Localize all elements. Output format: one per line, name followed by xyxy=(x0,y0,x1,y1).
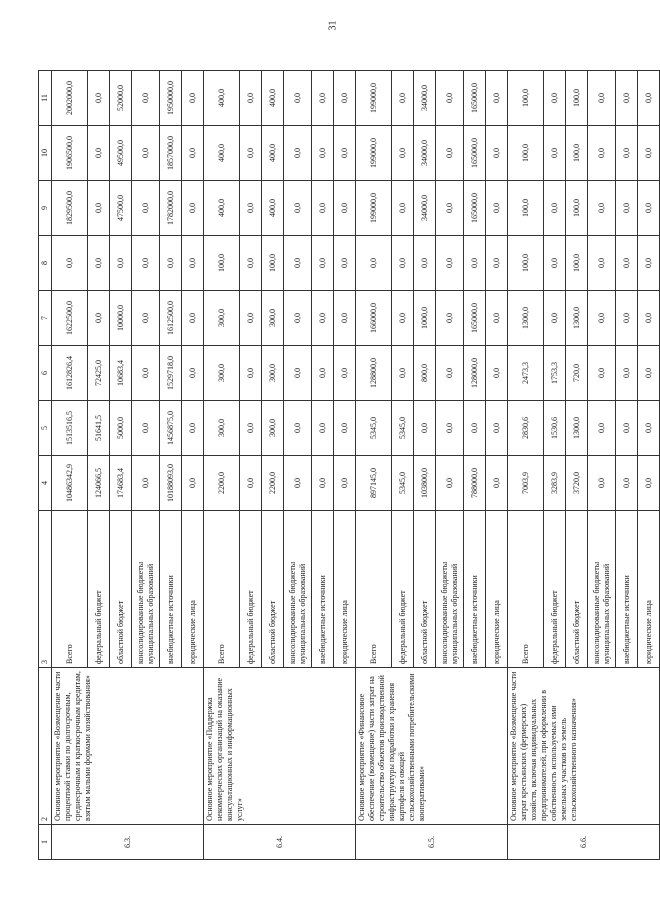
value-cell: 0,0 xyxy=(284,346,312,401)
table-header-row xyxy=(39,71,52,860)
header-cell: 1 xyxy=(39,825,52,860)
funding-source: федеральный бюджет xyxy=(544,511,566,668)
value-cell: 1529718,0 xyxy=(160,346,182,401)
page-number: 31 xyxy=(327,20,339,31)
value-cell: 0,0 xyxy=(88,181,110,236)
value-cell: 1950000,0 xyxy=(160,71,182,126)
value-cell: 0,0 xyxy=(392,71,414,126)
value-cell: 0,0 xyxy=(284,456,312,511)
value-cell: 788000,0 xyxy=(464,456,486,511)
value-cell: 0,0 xyxy=(588,456,616,511)
value-cell: 0,0 xyxy=(334,126,356,181)
value-cell: 0,0 xyxy=(132,291,160,346)
value-cell: 174683,4 xyxy=(110,456,132,511)
value-cell: 1456875,0 xyxy=(160,401,182,456)
value-cell: 100,0 xyxy=(204,236,240,291)
value-cell: 100,0 xyxy=(508,71,544,126)
header-cell: 10 xyxy=(39,126,52,181)
table-row xyxy=(508,71,544,860)
value-cell: 0,0 xyxy=(616,291,638,346)
value-cell: 1612500,0 xyxy=(160,291,182,346)
value-cell: 0,0 xyxy=(334,456,356,511)
value-cell: 0,0 xyxy=(616,126,638,181)
value-cell: 0,0 xyxy=(436,456,464,511)
value-cell: 47500,0 xyxy=(110,181,132,236)
value-cell: 0,0 xyxy=(132,456,160,511)
funding-source: внебюджетные источники xyxy=(312,511,334,668)
value-cell: 0,0 xyxy=(638,126,660,181)
value-cell: 0,0 xyxy=(182,291,204,346)
value-cell: 0,0 xyxy=(616,346,638,401)
value-cell: 199000,0 xyxy=(356,181,392,236)
value-cell: 0,0 xyxy=(334,236,356,291)
value-cell: 720,0 xyxy=(566,346,588,401)
value-cell: 0,0 xyxy=(334,71,356,126)
value-cell: 0,0 xyxy=(436,346,464,401)
funding-source: юридические лица xyxy=(182,511,204,668)
value-cell: 400,0 xyxy=(204,181,240,236)
value-cell: 0,0 xyxy=(284,181,312,236)
value-cell: 0,0 xyxy=(616,236,638,291)
value-cell: 0,0 xyxy=(392,236,414,291)
value-cell: 0,0 xyxy=(312,236,334,291)
value-cell: 0,0 xyxy=(284,291,312,346)
value-cell: 0,0 xyxy=(132,181,160,236)
value-cell: 0,0 xyxy=(392,291,414,346)
value-cell: 0,0 xyxy=(486,346,508,401)
value-cell: 128800,0 xyxy=(356,346,392,401)
funding-source: внебюджетные источники xyxy=(616,511,638,668)
value-cell: 100,0 xyxy=(262,236,284,291)
value-cell: 0,0 xyxy=(588,236,616,291)
funding-source: областной бюджет xyxy=(566,511,588,668)
value-cell: 300,0 xyxy=(204,401,240,456)
table-row xyxy=(52,71,88,860)
value-cell: 0,0 xyxy=(110,236,132,291)
value-cell: 0,0 xyxy=(486,456,508,511)
value-cell: 128000,0 xyxy=(464,346,486,401)
value-cell: 72425,0 xyxy=(88,346,110,401)
value-cell: 0,0 xyxy=(638,71,660,126)
funding-source: консолидированные бюджеты муниципальных образований xyxy=(588,511,616,668)
value-cell: 1300,0 xyxy=(508,291,544,346)
value-cell: 10000,0 xyxy=(110,291,132,346)
value-cell: 400,0 xyxy=(204,126,240,181)
funding-source: федеральный бюджет xyxy=(88,511,110,668)
value-cell: 0,0 xyxy=(182,401,204,456)
header-cell: 6 xyxy=(39,346,52,401)
value-cell: 0,0 xyxy=(160,236,182,291)
activity-name: Основное мероприятие «Возмещение части затрат крестьянских (фермерских) хозяйств, включая индивидуальных предпринимателей, при оформлении в собственность используемых ими земельных участков из земель сельскохозяйственного назначения» xyxy=(508,668,660,825)
header-cell: 11 xyxy=(39,71,52,126)
funding-source: внебюджетные источники xyxy=(464,511,486,668)
value-cell: 0,0 xyxy=(132,71,160,126)
value-cell: 0,0 xyxy=(334,401,356,456)
value-cell: 1000,0 xyxy=(414,291,436,346)
funding-source: областной бюджет xyxy=(414,511,436,668)
value-cell: 0,0 xyxy=(312,71,334,126)
value-cell: 165000,0 xyxy=(464,126,486,181)
value-cell: 0,0 xyxy=(486,291,508,346)
value-cell: 165000,0 xyxy=(464,181,486,236)
value-cell: 10486342,9 xyxy=(52,456,88,511)
value-cell: 0,0 xyxy=(284,126,312,181)
value-cell: 0,0 xyxy=(588,71,616,126)
value-cell: 0,0 xyxy=(486,126,508,181)
value-cell: 300,0 xyxy=(204,291,240,346)
value-cell: 0,0 xyxy=(616,401,638,456)
value-cell: 1906500,0 xyxy=(52,126,88,181)
value-cell: 0,0 xyxy=(132,401,160,456)
value-cell: 100,0 xyxy=(508,181,544,236)
value-cell: 0,0 xyxy=(464,401,486,456)
funding-source: консолидированные бюджеты муниципальных образований xyxy=(284,511,312,668)
value-cell: 0,0 xyxy=(638,291,660,346)
funding-source: областной бюджет xyxy=(262,511,284,668)
value-cell: 0,0 xyxy=(414,401,436,456)
value-cell: 0,0 xyxy=(392,346,414,401)
value-cell: 1300,0 xyxy=(566,401,588,456)
value-cell: 0,0 xyxy=(240,181,262,236)
value-cell: 0,0 xyxy=(240,71,262,126)
value-cell: 199000,0 xyxy=(356,126,392,181)
value-cell: 0,0 xyxy=(436,291,464,346)
value-cell: 0,0 xyxy=(638,236,660,291)
value-cell: 0,0 xyxy=(182,126,204,181)
funding-source: Всего xyxy=(508,511,544,668)
value-cell: 5345,0 xyxy=(392,456,414,511)
value-cell: 300,0 xyxy=(262,291,284,346)
value-cell: 0,0 xyxy=(544,126,566,181)
value-cell: 100,0 xyxy=(566,126,588,181)
value-cell: 2473,3 xyxy=(508,346,544,401)
value-cell: 300,0 xyxy=(262,346,284,401)
value-cell: 0,0 xyxy=(588,126,616,181)
value-cell: 400,0 xyxy=(262,126,284,181)
value-cell: 0,0 xyxy=(52,236,88,291)
item-number: 6.3. xyxy=(52,825,204,860)
value-cell: 100,0 xyxy=(508,126,544,181)
value-cell: 400,0 xyxy=(204,71,240,126)
value-cell: 2830,6 xyxy=(508,401,544,456)
value-cell: 0,0 xyxy=(88,236,110,291)
header-cell: 9 xyxy=(39,181,52,236)
value-cell: 0,0 xyxy=(132,126,160,181)
value-cell: 5345,0 xyxy=(392,401,414,456)
value-cell: 0,0 xyxy=(334,346,356,401)
value-cell: 0,0 xyxy=(392,181,414,236)
value-cell: 0,0 xyxy=(88,291,110,346)
value-cell: 0,0 xyxy=(486,71,508,126)
value-cell: 0,0 xyxy=(334,181,356,236)
value-cell: 300,0 xyxy=(262,401,284,456)
funding-source: консолидированные бюджеты муниципальных образований xyxy=(132,511,160,668)
value-cell: 0,0 xyxy=(616,181,638,236)
value-cell: 0,0 xyxy=(544,181,566,236)
header-cell: 3 xyxy=(39,511,52,668)
funding-source: федеральный бюджет xyxy=(240,511,262,668)
value-cell: 0,0 xyxy=(88,126,110,181)
value-cell: 100,0 xyxy=(566,181,588,236)
value-cell: 0,0 xyxy=(240,456,262,511)
budget-table xyxy=(38,70,660,860)
value-cell: 300,0 xyxy=(204,346,240,401)
value-cell: 1622500,0 xyxy=(52,291,88,346)
item-number: 6.6. xyxy=(508,825,660,860)
value-cell: 0,0 xyxy=(182,346,204,401)
value-cell: 0,0 xyxy=(240,236,262,291)
value-cell: 0,0 xyxy=(588,291,616,346)
value-cell: 0,0 xyxy=(638,456,660,511)
value-cell: 0,0 xyxy=(88,71,110,126)
value-cell: 3283,9 xyxy=(544,456,566,511)
value-cell: 0,0 xyxy=(616,456,638,511)
value-cell: 0,0 xyxy=(436,401,464,456)
table-row xyxy=(356,71,392,860)
funding-source: Всего xyxy=(204,511,240,668)
value-cell: 0,0 xyxy=(486,401,508,456)
value-cell: 100,0 xyxy=(508,236,544,291)
activity-name: Основное мероприятие «Финансовое обеспечение (возмещение) части затрат на строительство объектов производственной инфраструктуры подработки и хранения картофеля и овощей сельскохозяйственными потребительскими кооперативами» xyxy=(356,668,508,825)
value-cell: 0,0 xyxy=(638,346,660,401)
value-cell: 1857000,0 xyxy=(160,126,182,181)
value-cell: 0,0 xyxy=(588,181,616,236)
value-cell: 0,0 xyxy=(436,71,464,126)
value-cell: 0,0 xyxy=(544,291,566,346)
value-cell: 165000,0 xyxy=(464,71,486,126)
value-cell: 0,0 xyxy=(392,126,414,181)
funding-source: Всего xyxy=(52,511,88,668)
funding-source: внебюджетные источники xyxy=(160,511,182,668)
value-cell: 199000,0 xyxy=(356,71,392,126)
funding-source: областной бюджет xyxy=(110,511,132,668)
value-cell: 2002000,0 xyxy=(52,71,88,126)
value-cell: 0,0 xyxy=(638,181,660,236)
value-cell: 0,0 xyxy=(544,71,566,126)
value-cell: 1753,3 xyxy=(544,346,566,401)
value-cell: 34000,0 xyxy=(414,181,436,236)
funding-source: федеральный бюджет xyxy=(392,511,414,668)
value-cell: 52000,0 xyxy=(110,71,132,126)
funding-source: Всего xyxy=(356,511,392,668)
value-cell: 0,0 xyxy=(312,456,334,511)
value-cell: 0,0 xyxy=(182,236,204,291)
value-cell: 1513516,5 xyxy=(52,401,88,456)
value-cell: 0,0 xyxy=(312,401,334,456)
value-cell: 103800,0 xyxy=(414,456,436,511)
funding-source: юридические лица xyxy=(334,511,356,668)
value-cell: 0,0 xyxy=(616,71,638,126)
value-cell: 0,0 xyxy=(182,71,204,126)
header-cell: 2 xyxy=(39,668,52,825)
value-cell: 3720,0 xyxy=(566,456,588,511)
value-cell: 0,0 xyxy=(588,401,616,456)
value-cell: 1829500,0 xyxy=(52,181,88,236)
header-cell: 8 xyxy=(39,236,52,291)
value-cell: 0,0 xyxy=(240,291,262,346)
value-cell: 400,0 xyxy=(262,71,284,126)
value-cell: 1300,0 xyxy=(566,291,588,346)
value-cell: 0,0 xyxy=(182,181,204,236)
value-cell: 800,0 xyxy=(414,346,436,401)
value-cell: 5000,0 xyxy=(110,401,132,456)
value-cell: 7003,9 xyxy=(508,456,544,511)
value-cell: 5345,0 xyxy=(356,401,392,456)
value-cell: 34000,0 xyxy=(414,126,436,181)
value-cell: 0,0 xyxy=(284,401,312,456)
value-cell: 0,0 xyxy=(132,346,160,401)
value-cell: 10188093,0 xyxy=(160,456,182,511)
value-cell: 165000,0 xyxy=(464,291,486,346)
value-cell: 897145,0 xyxy=(356,456,392,511)
value-cell: 0,0 xyxy=(544,236,566,291)
value-cell: 49500,0 xyxy=(110,126,132,181)
item-number: 6.4. xyxy=(204,825,356,860)
value-cell: 10683,4 xyxy=(110,346,132,401)
value-cell: 34000,0 xyxy=(414,71,436,126)
value-cell: 0,0 xyxy=(312,346,334,401)
value-cell: 2200,0 xyxy=(262,456,284,511)
value-cell: 0,0 xyxy=(588,346,616,401)
value-cell: 0,0 xyxy=(436,181,464,236)
value-cell: 0,0 xyxy=(240,346,262,401)
value-cell: 400,0 xyxy=(262,181,284,236)
value-cell: 0,0 xyxy=(414,236,436,291)
funding-source: консолидированные бюджеты муниципальных образований xyxy=(436,511,464,668)
value-cell: 100,0 xyxy=(566,236,588,291)
value-cell: 0,0 xyxy=(132,236,160,291)
header-cell: 5 xyxy=(39,401,52,456)
funding-source: юридические лица xyxy=(486,511,508,668)
value-cell: 2200,0 xyxy=(204,456,240,511)
value-cell: 1782000,0 xyxy=(160,181,182,236)
value-cell: 0,0 xyxy=(486,181,508,236)
value-cell: 0,0 xyxy=(312,181,334,236)
table-row xyxy=(204,71,240,860)
header-cell: 7 xyxy=(39,291,52,346)
value-cell: 51641,5 xyxy=(88,401,110,456)
value-cell: 100,0 xyxy=(566,71,588,126)
activity-name: Основное мероприятие «Поддержка некоммерческих организаций на оказание консультационных и информационных услуг» xyxy=(204,668,356,825)
item-number: 6.5. xyxy=(356,825,508,860)
value-cell: 0,0 xyxy=(240,126,262,181)
value-cell: 0,0 xyxy=(284,71,312,126)
header-cell: 4 xyxy=(39,456,52,511)
table-body xyxy=(52,71,660,860)
value-cell: 0,0 xyxy=(284,236,312,291)
activity-name: Основное мероприятие «Возмещение части процентной ставки по долгосрочным, среднесрочным и краткосрочным кредитам, взятым малыми формами хозяйствования» xyxy=(52,668,204,825)
value-cell: 0,0 xyxy=(356,236,392,291)
value-cell: 1530,6 xyxy=(544,401,566,456)
value-cell: 124066,5 xyxy=(88,456,110,511)
value-cell: 0,0 xyxy=(312,126,334,181)
value-cell: 0,0 xyxy=(436,126,464,181)
value-cell: 0,0 xyxy=(486,236,508,291)
value-cell: 0,0 xyxy=(464,236,486,291)
funding-source: юридические лица xyxy=(638,511,660,668)
value-cell: 0,0 xyxy=(240,401,262,456)
rotated-page-content xyxy=(38,70,653,860)
value-cell: 0,0 xyxy=(638,401,660,456)
value-cell: 166000,0 xyxy=(356,291,392,346)
value-cell: 1612826,4 xyxy=(52,346,88,401)
value-cell: 0,0 xyxy=(182,456,204,511)
value-cell: 0,0 xyxy=(334,291,356,346)
value-cell: 0,0 xyxy=(436,236,464,291)
value-cell: 0,0 xyxy=(312,291,334,346)
